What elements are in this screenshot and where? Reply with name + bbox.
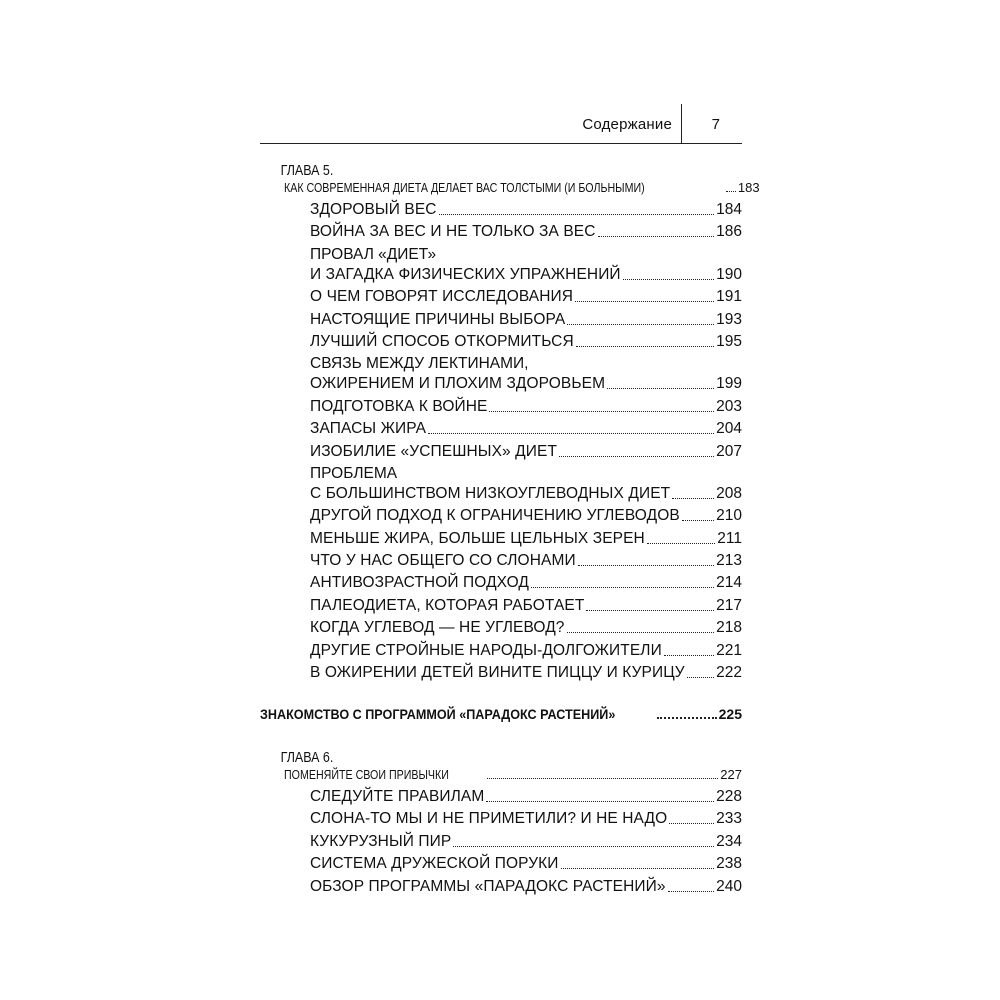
chapter-page-number: 227	[720, 767, 742, 783]
toc-entry-page-number: 221	[716, 641, 742, 659]
toc-entry[interactable]	[260, 809, 742, 829]
toc-entry-title: АНТИВОЗРАСТНОЙ ПОДХОД	[310, 574, 530, 592]
dot-leader	[669, 823, 714, 824]
toc-entry-page-number: 210	[716, 507, 742, 525]
dot-leader	[664, 655, 714, 656]
toc-entry[interactable]	[260, 529, 742, 549]
dot-leader	[668, 891, 715, 892]
toc-entry[interactable]	[260, 832, 742, 852]
dot-leader	[486, 801, 714, 802]
dot-leader	[428, 433, 714, 434]
toc-entry-page-number: 199	[716, 375, 742, 393]
running-head-title: Содержание	[582, 116, 672, 133]
running-head	[260, 104, 742, 144]
toc-entry-title: НАСТОЯЩИЕ ПРИЧИНЫ ВЫБОРА	[310, 310, 566, 328]
dot-leader	[575, 301, 714, 302]
toc-entry-first-line: ПРОВАЛ «ДИЕТ»	[310, 245, 437, 263]
part-page-number: 225	[718, 706, 742, 723]
toc-entry[interactable]	[260, 506, 742, 526]
dot-leader	[561, 868, 715, 869]
dot-leader	[657, 717, 717, 719]
toc-entry[interactable]	[260, 222, 742, 242]
dot-leader	[598, 236, 715, 237]
toc-entry-title: ЗДОРОВЫЙ ВЕС	[310, 201, 437, 218]
toc-entry[interactable]	[260, 310, 742, 330]
dot-leader	[439, 214, 715, 215]
toc-entry-page-number: 214	[716, 574, 742, 592]
toc-entry-title: ПАЛЕОДИЕТА, КОТОРАЯ РАБОТАЕТ	[310, 596, 585, 614]
toc-entry[interactable]	[260, 200, 742, 220]
chapter-page-number: 183	[737, 180, 760, 195]
toc-entry-row	[310, 374, 742, 394]
toc-entry[interactable]	[260, 419, 742, 439]
toc-entry-title: ПОДГОТОВКА К ВОЙНЕ	[310, 397, 488, 415]
toc-entry-title: О ЧЕМ ГОВОРЯТ ИССЛЕДОВАНИЯ	[310, 288, 574, 306]
toc-entry-title: ДРУГИЕ СТРОЙНЫЕ НАРОДЫ-ДОЛГОЖИТЕЛИ	[310, 641, 662, 659]
toc-entry-page-number: 207	[716, 442, 742, 460]
chapter-title-row[interactable]	[260, 180, 760, 196]
toc-entry-page-number: 238	[716, 855, 742, 873]
toc-entry-row	[310, 310, 742, 330]
toc-entry-row	[310, 442, 742, 462]
toc-entry-title: МЕНЬШЕ ЖИРА, БОЛЬШЕ ЦЕЛЬНЫХ ЗЕРЕН	[310, 529, 645, 547]
toc-entry-row	[310, 618, 742, 638]
toc-entry-page-number: 208	[716, 484, 742, 502]
dot-leader	[672, 498, 714, 499]
toc-entry[interactable]	[260, 641, 742, 661]
part-title: ЗНАКОМСТВО С ПРОГРАММОЙ «ПАРАДОКС РАСТЕНИЙ»	[260, 706, 616, 723]
toc-entry[interactable]	[260, 596, 742, 616]
toc-entry-page-number: 203	[716, 397, 742, 415]
toc-entry-title: ИЗОБИЛИЕ «УСПЕШНЫХ» ДИЕТ	[310, 442, 558, 460]
chapter-6-entries	[260, 787, 742, 897]
toc-entry-row	[310, 397, 742, 417]
toc-entry-title: С БОЛЬШИНСТВОМ НИЗКОУГЛЕВОДНЫХ ДИЕТ	[310, 484, 671, 502]
toc-entry[interactable]	[260, 663, 742, 683]
toc-entry-title: ВОЙНА ЗА ВЕС И НЕ ТОЛЬКО ЗА ВЕС	[310, 223, 596, 241]
toc-entry-page-number: 193	[716, 310, 742, 328]
toc-entry-page-number: 217	[716, 596, 742, 614]
toc-entry-page-number: 190	[716, 265, 742, 283]
toc-entry-first-line: СВЯЗЬ МЕЖДУ ЛЕКТИНАМИ,	[310, 355, 529, 373]
toc-entry[interactable]	[260, 573, 742, 593]
dot-leader	[578, 565, 714, 566]
toc-entry[interactable]	[260, 464, 742, 504]
toc-entry-title: СИСТЕМА ДРУЖЕСКОЙ ПОРУКИ	[310, 855, 559, 873]
toc-entry-page-number: 222	[716, 664, 742, 682]
toc-entry-first-line: ПРОБЛЕМА	[310, 464, 398, 482]
toc-entry-row	[310, 222, 742, 242]
toc-entry-row	[310, 551, 742, 571]
toc-entry[interactable]	[260, 287, 742, 307]
toc-entry-page-number: 228	[716, 788, 742, 806]
dot-leader	[682, 520, 714, 521]
dot-leader	[567, 324, 714, 325]
dot-leader	[453, 846, 714, 847]
toc-entry-title: ОЖИРЕНИЕМ И ПЛОХИМ ЗДОРОВЬЕМ	[310, 375, 606, 393]
toc-entry-row	[310, 596, 742, 616]
toc-entry-title: КУКУРУЗНЫЙ ПИР	[310, 832, 452, 850]
chapter-5	[260, 162, 760, 683]
toc-entry[interactable]	[260, 551, 742, 571]
toc-entry-page-number: 218	[716, 619, 742, 637]
toc-entry-row	[310, 854, 742, 874]
dot-leader	[726, 191, 736, 192]
toc-entry[interactable]	[260, 332, 742, 352]
toc-entry-title: ЛУЧШИЙ СПОСОБ ОТКОРМИТЬСЯ	[310, 332, 574, 350]
toc-entry[interactable]	[260, 618, 742, 638]
toc-entry-page-number: 184	[716, 201, 742, 218]
toc-entry[interactable]	[260, 787, 742, 807]
toc-entry[interactable]	[260, 854, 742, 874]
toc-entry-page-number: 204	[716, 420, 742, 438]
toc-entry[interactable]	[260, 442, 742, 462]
toc-entry-page-number: 211	[717, 529, 742, 547]
chapter-5-entries	[260, 200, 742, 683]
dot-leader	[586, 610, 714, 611]
toc-entry[interactable]	[260, 354, 742, 394]
page-number: 7	[711, 116, 720, 133]
dot-leader	[607, 388, 714, 389]
toc-entry-row	[310, 809, 742, 829]
toc-entry-page-number: 233	[716, 810, 742, 828]
toc-entry-title: И ЗАГАДКА ФИЗИЧЕСКИХ УПРАЖНЕНИЙ	[310, 265, 621, 283]
toc-entry-row	[310, 663, 742, 683]
chapter-6	[260, 749, 742, 897]
part-heading-row[interactable]	[260, 705, 742, 723]
toc-entry-page-number: 234	[716, 832, 742, 850]
toc-entry-row	[310, 287, 742, 307]
dot-leader	[576, 346, 714, 347]
dot-leader	[687, 677, 714, 678]
dot-leader	[647, 543, 715, 544]
toc-entry-title: ЗАПАСЫ ЖИРА	[310, 420, 427, 438]
toc-entry-page-number: 213	[716, 552, 742, 570]
dot-leader	[559, 456, 714, 457]
toc-entry-page-number: 191	[716, 288, 742, 306]
toc-entry-row	[310, 265, 742, 285]
toc-entry-row	[310, 529, 742, 549]
chapter-title: КАК СОВРЕМЕННАЯ ДИЕТА ДЕЛАЕТ ВАС ТОЛСТЫМИ (И БОЛЬНЫМИ)	[284, 180, 645, 195]
dot-leader	[623, 279, 714, 280]
toc-entry-row	[310, 419, 742, 439]
toc-entry-title: СЛОНА-ТО МЫ И НЕ ПРИМЕТИЛИ? И НЕ НАДО	[310, 810, 668, 828]
toc-entry-page-number: 195	[716, 332, 742, 350]
dot-leader	[567, 632, 715, 633]
header-rule	[260, 143, 742, 144]
chapter-label: ГЛАВА 5.	[280, 163, 334, 179]
toc-entry-title: ЧТО У НАС ОБЩЕГО СО СЛОНАМИ	[310, 552, 576, 570]
toc-entry[interactable]	[260, 245, 742, 285]
dot-leader	[487, 778, 718, 779]
dot-leader	[489, 411, 714, 412]
toc-entry-title: В ОЖИРЕНИИ ДЕТЕЙ ВИНИТЕ ПИЦЦУ И КУРИЦУ	[310, 664, 685, 682]
toc-entry-page-number: 240	[716, 877, 742, 895]
toc-entry-title: КОГДА УГЛЕВОД — НЕ УГЛЕВОД?	[310, 619, 565, 637]
toc-entry-title: ОБЗОР ПРОГРАММЫ «ПАРАДОКС РАСТЕНИЙ»	[310, 877, 666, 895]
toc-entry-row	[310, 832, 742, 852]
chapter-label: ГЛАВА 6.	[280, 750, 334, 767]
toc-entry-row	[310, 787, 742, 807]
toc-entry-row	[310, 506, 742, 526]
dot-leader	[531, 587, 714, 588]
table-of-contents	[260, 162, 760, 899]
toc-entry[interactable]	[260, 877, 742, 897]
toc-entry-title: ДРУГОЙ ПОДХОД К ОГРАНИЧЕНИЮ УГЛЕВОДОВ	[310, 507, 680, 525]
toc-entry-row	[310, 484, 742, 504]
toc-entry[interactable]	[260, 397, 742, 417]
toc-entry-row	[310, 877, 742, 897]
toc-entry-row	[310, 641, 742, 661]
toc-entry-row	[310, 332, 742, 352]
toc-entry-page-number: 186	[716, 223, 742, 241]
toc-entry-row	[310, 573, 742, 593]
toc-entry-row	[310, 200, 742, 220]
chapter-title: ПОМЕНЯЙТЕ СВОИ ПРИВЫЧКИ	[284, 767, 449, 783]
running-head-divider	[681, 104, 682, 144]
toc-entry-title: СЛЕДУЙТЕ ПРАВИЛАМ	[310, 788, 485, 806]
chapter-title-row[interactable]	[260, 767, 742, 783]
